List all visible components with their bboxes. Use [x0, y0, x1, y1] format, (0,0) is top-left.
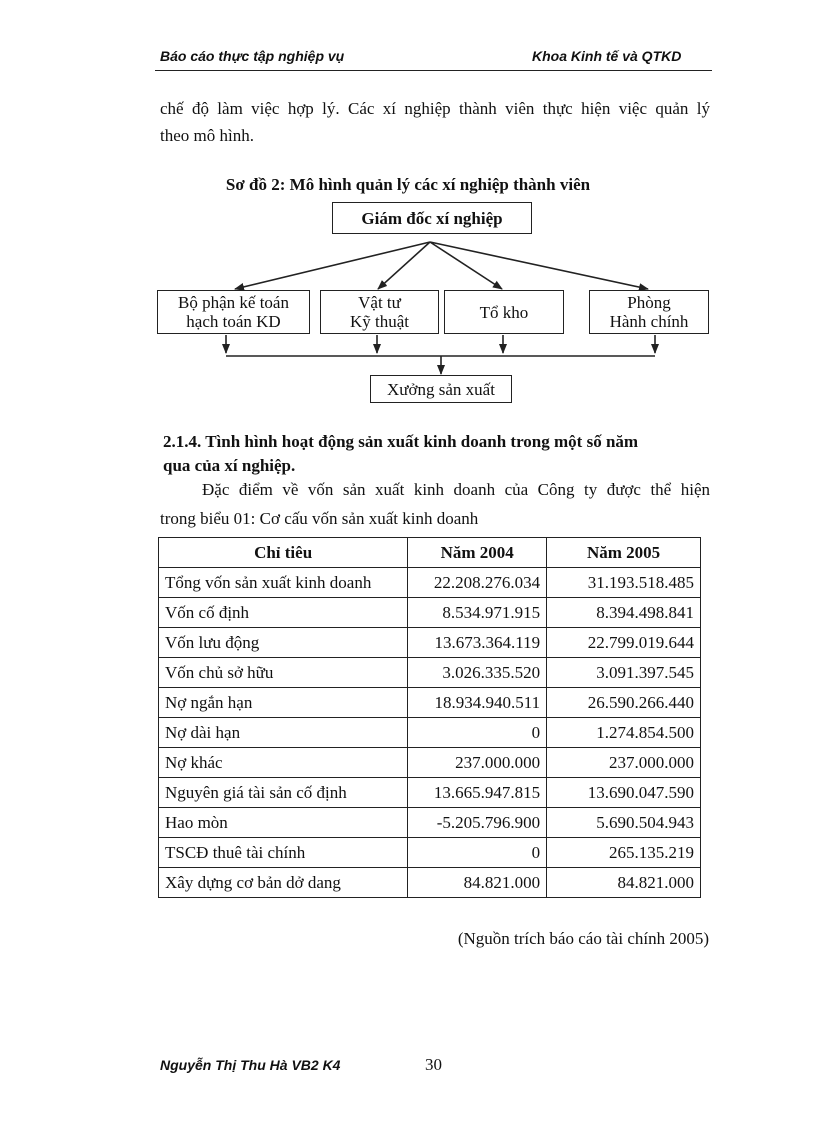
table-row [159, 838, 701, 868]
table-cell-value: 237.000.000 [408, 748, 547, 778]
table-cell-label: Nguyên giá tài sản cố định [159, 778, 408, 808]
table-cell-value: 18.934.940.511 [408, 688, 547, 718]
table-cell-label: Nợ khác [159, 748, 408, 778]
store-dept-box [444, 290, 564, 334]
section-para-line-2: trong biểu 01: Cơ cấu vốn sản xuất kinh doanh [160, 509, 479, 528]
table-cell-value: 0 [408, 718, 547, 748]
table-cell-value: 3.026.335.520 [408, 658, 547, 688]
accounting-dept-line-1: Bộ phận kế toán [178, 293, 289, 312]
table-cell-value: 13.690.047.590 [547, 778, 701, 808]
section-heading-line-1: 2.1.4. Tình hình hoạt động sản xuất kinh doanh trong một số năm [163, 432, 639, 451]
materials-dept-line-2: Kỹ thuật [349, 312, 410, 331]
table-cell-value: 8.534.971.915 [408, 598, 547, 628]
table-cell-label: Nợ ngắn hạn [159, 688, 408, 718]
accounting-dept-line-2: hạch toán KD [186, 312, 281, 331]
table-row [159, 868, 701, 898]
section-para-line-1: Đặc điểm về vốn sản xuất kinh doanh của Công ty được thể hiện [202, 480, 710, 499]
table-row [159, 568, 701, 598]
table-cell-label: Vốn lưu động [159, 628, 408, 658]
table-row [159, 748, 701, 778]
table-cell-label: Vốn cố định [159, 598, 408, 628]
section-heading [163, 430, 723, 478]
materials-dept-box [320, 290, 439, 334]
header-left-title: Báo cáo thực tập nghiệp vụ [160, 48, 345, 64]
table-cell-value: 22.799.019.644 [547, 628, 701, 658]
table-cell-label: Hao mòn [159, 808, 408, 838]
workshop-box: Xưởng sản xuất [370, 375, 512, 403]
table-cell-value: 3.091.397.545 [547, 658, 701, 688]
table-cell-value: -5.205.796.900 [408, 808, 547, 838]
table-cell-value: 31.193.518.485 [547, 568, 701, 598]
table-cell-label: TSCĐ thuê tài chính [159, 838, 408, 868]
arrow-to-accounting [235, 242, 430, 289]
table-header-row [159, 538, 701, 568]
table-cell-label: Nợ dài hạn [159, 718, 408, 748]
admin-dept-line-1: Phòng [627, 293, 671, 312]
section-heading-line-2: qua của xí nghiệp. [163, 456, 296, 475]
table-cell-value: 13.665.947.815 [408, 778, 547, 808]
header-right-title: Khoa Kinh tế và QTKD [532, 48, 682, 64]
store-dept-label: Tổ kho [479, 302, 529, 322]
table-cell-label: Tổng vốn sản xuất kinh doanh [159, 568, 408, 598]
table-cell-value: 1.274.854.500 [547, 718, 701, 748]
table-source-note: (Nguồn trích báo cáo tài chính 2005) [457, 929, 709, 948]
table-cell-value: 5.690.504.943 [547, 808, 701, 838]
table-header-cell: Chỉ tiêu [159, 538, 408, 568]
table-cell-value: 8.394.498.841 [547, 598, 701, 628]
intro-line-1: chế độ làm việc hợp lý. Các xí nghiệp thành viên thực hiện việc quản lý [160, 99, 710, 118]
table-cell-value: 265.135.219 [547, 838, 701, 868]
table-cell-label: Xây dựng cơ bản dở dang [159, 868, 408, 898]
table-row [159, 718, 701, 748]
table-row [159, 688, 701, 718]
table-cell-value: 84.821.000 [408, 868, 547, 898]
admin-dept-line-2: Hành chính [609, 312, 689, 331]
page-number: 30 [425, 1055, 442, 1074]
table-row [159, 808, 701, 838]
intro-line-2: theo mô hình. [160, 126, 254, 145]
director-box: Giám đốc xí nghiệp [332, 202, 532, 234]
table-cell-value: 22.208.276.034 [408, 568, 547, 598]
table-cell-value: 26.590.266.440 [547, 688, 701, 718]
footer-author: Nguyễn Thị Thu Hà VB2 K4 [160, 1057, 341, 1073]
table-row [159, 778, 701, 808]
table-cell-label: Vốn chủ sở hữu [159, 658, 408, 688]
table-cell-value: 237.000.000 [547, 748, 701, 778]
diagram-caption: Sơ đồ 2: Mô hình quản lý các xí nghiệp thành viên [225, 175, 591, 194]
table-cell-value: 84.821.000 [547, 868, 701, 898]
materials-dept-line-1: Vật tư [358, 293, 401, 312]
capital-structure-table [158, 537, 701, 898]
table-row [159, 658, 701, 688]
accounting-dept-box [157, 290, 310, 334]
table-cell-value: 0 [408, 838, 547, 868]
table-row [159, 628, 701, 658]
admin-dept-box [589, 290, 709, 334]
table-header-cell: Năm 2005 [547, 538, 701, 568]
table-cell-value: 13.673.364.119 [408, 628, 547, 658]
table-row [159, 598, 701, 628]
arrow-to-admin [430, 242, 648, 289]
table-header-cell: Năm 2004 [408, 538, 547, 568]
